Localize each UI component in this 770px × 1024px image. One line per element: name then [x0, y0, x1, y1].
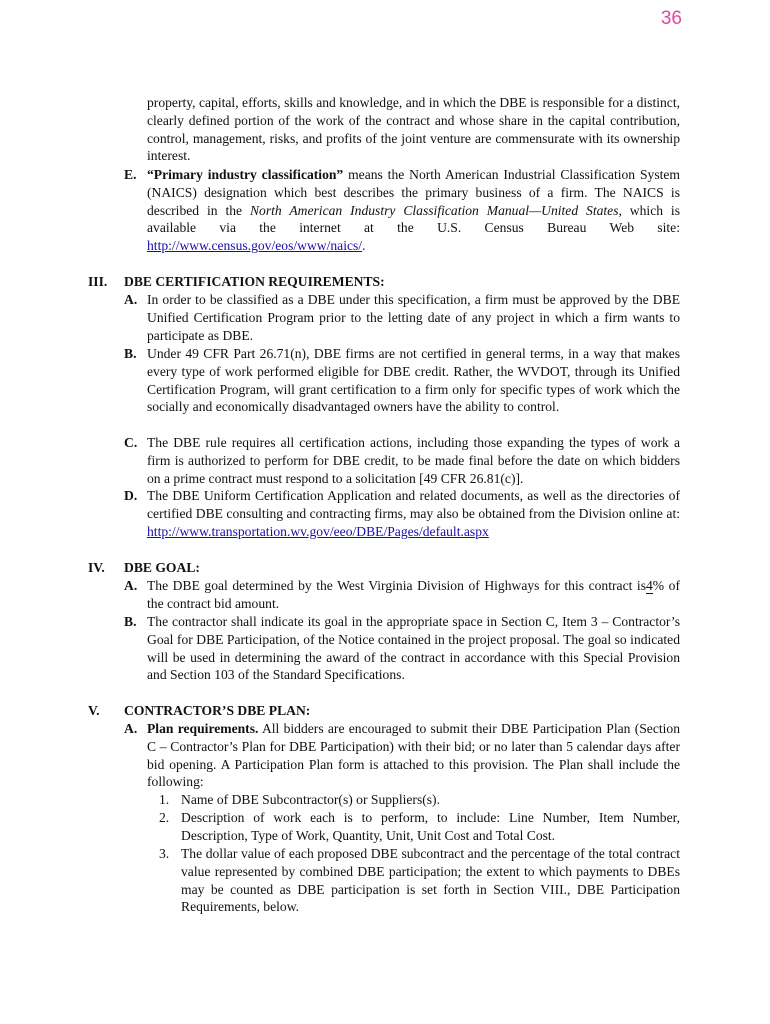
list-item-3-text: The dollar value of each proposed DBE subcontract and the percentage of the total contract value represented by combined DBE participation; the extent to which payments to DBEs may be counted as DBE participation is set forth in Section VIII., DBE Participation Requirements, below. [181, 846, 680, 915]
section-5-title: CONTRACTOR’S DBE PLAN: [124, 703, 311, 718]
section-4-item-b-label: B. [124, 614, 137, 629]
section-3-item-a-label: A. [124, 292, 138, 307]
section-3-item-b-text: Under 49 CFR Part 26.71(n), DBE firms are not certified in general terms, in a way that makes every type of work performed eligible for DBE credit. Rather, the WVDOT, through its Unified Certification Program, will grant certification to a firm only for specific types of work which the socially and economically disadvantaged owners have the ability to control. [147, 346, 680, 415]
wvdot-dbe-link[interactable]: http://www.transportation.wv.gov/eeo/DBE/Pages/default.aspx [147, 523, 489, 539]
list-item-1-text: Name of DBE Subcontractor(s) or Suppliers(s). [181, 792, 440, 807]
item-e-paragraph [147, 166, 680, 255]
continuation-paragraph: property, capital, efforts, skills and knowledge, and in which the DBE is responsible for a distinct, clearly defined portion of the work of the contract and whose share in the capital contribution, control, management, risks, and profits of the joint venture are commensurate with its ownership interest. [147, 95, 680, 164]
section-4-item-b-text: The contractor shall indicate its goal in the appropriate space in Section C, Item 3 – Contractor’s Goal for DBE Participation, of the Notice contained in the project proposal. The goal so indicated will be used in determining the award of the contract in accordance with this Special Provision and Section 103 of the Standard Specifications. [147, 614, 680, 683]
section-3-item-a-text: In order to be classified as a DBE under this specification, a firm must be approved by the DBE Unified Certification Program prior to the letting date of any project in which a firm wants to participate as DBE. [147, 292, 680, 343]
plan-requirements-term: Plan requirements. [147, 721, 259, 736]
section-5-item-a-body: All bidders are encouraged to submit their DBE Participation Plan (Section C – Contractor’s Plan for DBE Participation) with their bid; or no later than 5 calendar days after bid opening. A Participation Plan form is attached to this provision. The Plan shall include the following: [147, 721, 681, 790]
section-3-item-b-label: B. [124, 346, 137, 361]
list-item-1-num: 1. [159, 792, 170, 807]
section-5-item-a-text [147, 720, 680, 791]
item-e-text1: means the North American Industrial Classification System (NAICS) designation which best describes the primary business of a firm. The NAICS is described in the [147, 167, 680, 218]
item-e-label: E. [124, 167, 137, 182]
section-3-item-c-label: C. [124, 435, 138, 450]
list-item-2-text: Description of work each is to perform, to include: Line Number, Item Number, Description, Type of Work, Quantity, Unit, Unit Cost and Total Cost. [181, 810, 680, 843]
section-4-item-a-text2: % of the contract bid amount. [147, 578, 680, 611]
item-e-text2: which is available via the internet at the U.S. Census Bureau Web site: [147, 202, 680, 236]
item-e-term: “Primary industry classification” [147, 167, 344, 182]
section-3-item-d-text [147, 487, 680, 540]
section-3-title: DBE CERTIFICATION REQUIREMENTS: [124, 274, 385, 289]
section-5-item-a-label: A. [124, 721, 138, 736]
section-4-item-a-text [147, 577, 680, 613]
section-3-item-d-body: The DBE Uniform Certification Application and related documents, as well as the directories of certified DBE consulting and contracting firms, may also be obtained from the Division online at: [147, 488, 680, 521]
section-4-title: DBE GOAL: [124, 560, 200, 575]
naics-link[interactable]: http://www.census.gov/eos/www/naics/ [147, 238, 363, 254]
list-item-2-num: 2. [159, 810, 170, 825]
section-4-numeral: IV. [88, 560, 105, 575]
section-4-item-a-text1: The DBE goal determined by the West Virginia Division of Highways for this contract is [147, 578, 646, 593]
section-5-numeral: V. [88, 703, 100, 718]
section-3-item-d-label: D. [124, 488, 138, 503]
list-item-3-num: 3. [159, 846, 170, 861]
section-3-item-c-text: The DBE rule requires all certification actions, including those expanding the types of work a firm is authorized to perform for DBE credit, to be made final before the date on which bidders on a prime contract must respond to a solicitation [49 CFR 26.81(c)]. [147, 435, 680, 486]
dbe-goal-value: 4 [646, 578, 653, 593]
page-number: 36 [660, 8, 682, 29]
section-4-item-a-label: A. [124, 578, 138, 593]
section-3-numeral: III. [88, 274, 108, 289]
item-e-end: . [362, 238, 366, 254]
item-e-italic-title: North American Industry Classification Manual—United States, [249, 202, 622, 218]
